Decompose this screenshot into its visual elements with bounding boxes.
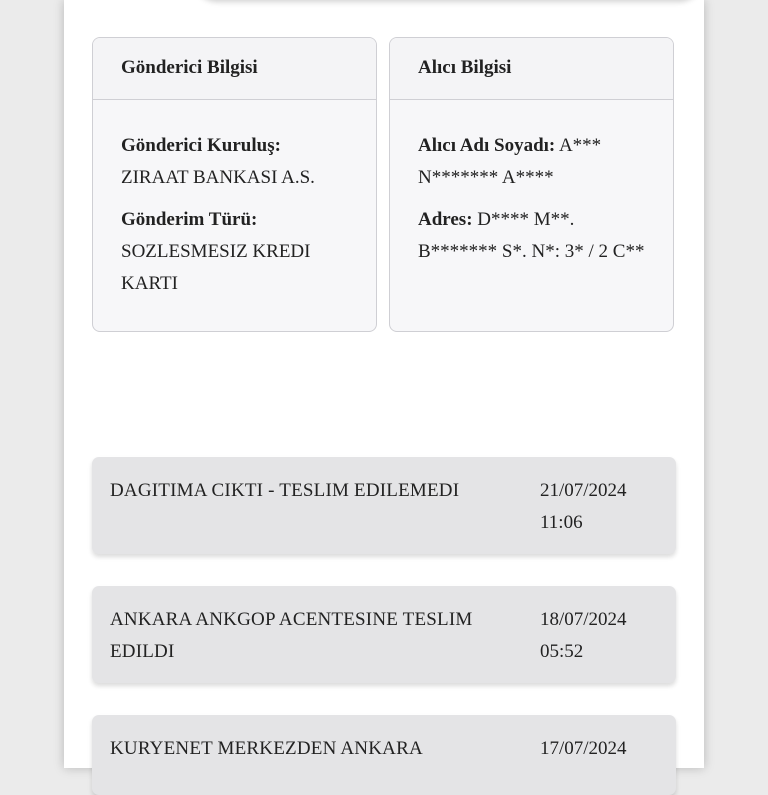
tracking-event: [92, 715, 676, 795]
event-time: 11:06: [540, 512, 583, 533]
sender-info-card: [92, 37, 377, 332]
event-datetime: [540, 604, 660, 668]
event-status: KURYENET MERKEZDEN ANKARA: [110, 738, 423, 759]
receiver-info-card: [389, 37, 674, 332]
tracking-event: [92, 586, 676, 683]
event-date: 17/07/2024: [540, 738, 627, 759]
event-status: ANKARA ANKGOP ACENTESINE TESLIM EDILDI: [110, 609, 473, 662]
receiver-name-field: [418, 130, 653, 194]
shipment-type-field: [121, 204, 356, 300]
sender-card-body: [93, 100, 376, 300]
receiver-name-value: A*** N******* A****: [418, 135, 602, 188]
receiver-name-label: Alıcı Adı Soyadı:: [418, 135, 556, 156]
event-datetime: [540, 733, 660, 765]
receiver-address-label: Adres:: [418, 209, 473, 230]
receiver-card-body: [390, 100, 673, 268]
event-time: 05:52: [540, 641, 584, 662]
event-status: DAGITIMA CIKTI - TESLIM EDILEMEDI: [110, 480, 460, 501]
event-date: 18/07/2024: [540, 609, 627, 630]
event-date: 21/07/2024: [540, 480, 627, 501]
receiver-address-value: D**** M**. B******* S*. N*: 3* / 2 C**: [418, 209, 645, 262]
event-datetime: [540, 475, 660, 539]
receiver-card-title: Alıcı Bilgisi: [390, 38, 673, 100]
sender-card-title: Gönderici Bilgisi: [93, 38, 376, 100]
receiver-address-field: [418, 204, 653, 268]
sender-org-label: Gönderici Kuruluş:: [121, 135, 281, 156]
tracking-event: [92, 457, 676, 554]
sender-org-field: [121, 130, 356, 194]
shipment-type-value: SOZLESMESIZ KREDI KARTI: [121, 241, 311, 294]
shipment-type-label: Gönderim Türü:: [121, 209, 258, 230]
sender-org-value: ZIRAAT BANKASI A.S.: [121, 167, 315, 188]
